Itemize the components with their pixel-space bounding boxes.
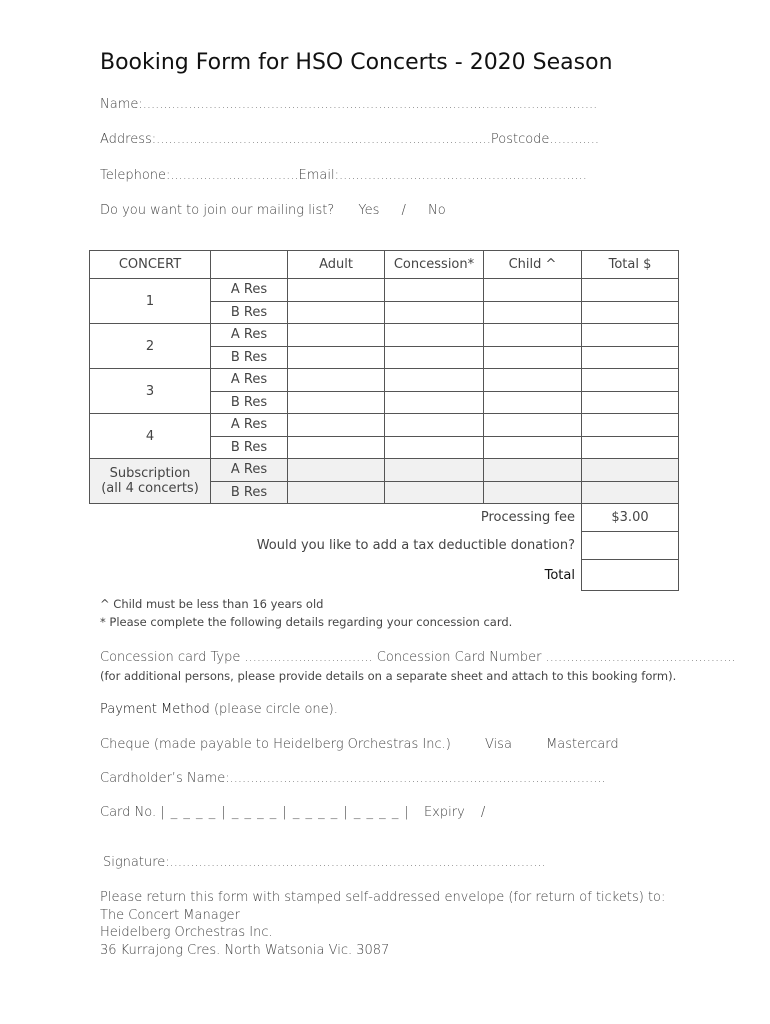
child-cell[interactable] — [484, 391, 582, 414]
return-line4: 36 Kurrajong Cres. North Watsonia Vic. 3087 — [100, 942, 390, 958]
payment-visa[interactable]: Visa — [484, 737, 512, 752]
adult-cell[interactable] — [288, 324, 385, 347]
concession-cell[interactable] — [385, 459, 484, 482]
telephone-label: Telephone: — [100, 168, 171, 183]
processing-fee-value: $3.00 — [582, 504, 679, 532]
table-row — [90, 369, 679, 392]
reserve-label: B Res — [211, 346, 288, 369]
reserve-label: A Res — [211, 459, 288, 482]
concession-cell[interactable] — [385, 279, 484, 302]
child-cell[interactable] — [484, 346, 582, 369]
card-no-boxes[interactable]: | _ _ _ _ | _ _ _ _ | _ _ _ _ | _ _ _ _ | — [160, 805, 410, 820]
reserve-label: A Res — [211, 324, 288, 347]
concession-cell[interactable] — [385, 346, 484, 369]
header-adult: Adult — [288, 251, 385, 279]
adult-cell[interactable] — [288, 436, 385, 459]
header-child: Child ^ — [484, 251, 582, 279]
cardholder-field[interactable] — [100, 771, 606, 786]
child-cell[interactable] — [484, 301, 582, 324]
child-cell[interactable] — [484, 481, 582, 504]
mailing-list-question — [100, 203, 446, 218]
payment-mastercard[interactable]: Mastercard — [546, 737, 619, 752]
concert-label: 2 — [90, 324, 211, 369]
return-line3: Heidelberg Orchestras Inc. — [100, 925, 273, 940]
header-total: Total $ — [582, 251, 679, 279]
total-cell[interactable] — [582, 436, 679, 459]
concession-note: * Please complete the following details regarding your concession card. — [100, 615, 513, 629]
name-label: Name: — [100, 97, 143, 112]
total-cell[interactable] — [582, 346, 679, 369]
table-row — [90, 324, 679, 347]
table-row — [90, 279, 679, 302]
total-cell[interactable] — [582, 279, 679, 302]
return-address-block — [100, 889, 665, 959]
total-cell[interactable] — [582, 391, 679, 414]
donation-question: Would you like to add a tax deductible donation? — [90, 532, 582, 560]
address-dots: ................................................................................. — [156, 132, 491, 147]
return-line1: Please return this form with stamped self-addressed envelope (for return of tickets) to: — [100, 890, 666, 905]
mailing-yes[interactable]: Yes — [358, 203, 380, 218]
postcode-label: Postcode — [490, 132, 550, 147]
concession-number-label: Concession Card Number — [376, 650, 542, 665]
adult-cell[interactable] — [288, 414, 385, 437]
table-row-subscription — [90, 459, 679, 482]
subscription-label — [90, 459, 211, 504]
donation-row — [90, 532, 679, 560]
processing-fee-row — [90, 504, 679, 532]
card-number-field[interactable] — [100, 805, 485, 820]
donation-cell[interactable] — [582, 532, 679, 560]
payment-options — [100, 737, 619, 752]
additional-persons-note: (for additional persons, please provide details on a separate sheet and attach to this booking form). — [100, 669, 677, 683]
concert-label: 1 — [90, 279, 211, 324]
name-field[interactable] — [100, 97, 597, 112]
mailing-question-text: Do you want to join our mailing list? — [100, 203, 335, 218]
email-label: Email: — [298, 168, 339, 183]
concession-cell[interactable] — [385, 391, 484, 414]
reserve-label: B Res — [211, 436, 288, 459]
total-cell[interactable] — [582, 481, 679, 504]
concession-cell[interactable] — [385, 369, 484, 392]
telephone-email-field[interactable] — [100, 168, 587, 183]
processing-fee-label: Processing fee — [90, 504, 582, 532]
subscription-line2: (all 4 concerts) — [101, 481, 199, 496]
table-header-row — [90, 251, 679, 279]
payment-method-heading — [100, 702, 338, 717]
child-note: ^ Child must be less than 16 years old — [100, 597, 324, 611]
signature-label: Signature: — [103, 855, 170, 870]
table-row — [90, 414, 679, 437]
child-cell[interactable] — [484, 369, 582, 392]
concession-type-label: Concession card Type — [100, 650, 241, 665]
child-cell[interactable] — [484, 436, 582, 459]
concert-label: 4 — [90, 414, 211, 459]
total-row — [90, 560, 679, 591]
concession-cell[interactable] — [385, 301, 484, 324]
grand-total-cell[interactable] — [582, 560, 679, 591]
expiry-label: Expiry — [423, 805, 465, 820]
subscription-line1: Subscription — [109, 466, 191, 481]
adult-cell[interactable] — [288, 481, 385, 504]
payment-cheque[interactable]: Cheque (made payable to Heidelberg Orchestras Inc.) — [100, 737, 451, 752]
total-cell[interactable] — [582, 459, 679, 482]
email-dots: ............................................................ — [338, 168, 587, 183]
reserve-label: B Res — [211, 301, 288, 324]
concession-cell[interactable] — [385, 414, 484, 437]
header-blank — [211, 251, 288, 279]
name-dots: .............................................................................................................. — [142, 97, 598, 112]
child-cell[interactable] — [484, 324, 582, 347]
expiry-slash[interactable]: / — [480, 805, 486, 820]
reserve-label: A Res — [211, 369, 288, 392]
payment-heading-note: (please circle one). — [213, 702, 338, 717]
reserve-label: B Res — [211, 391, 288, 414]
page-title: Booking Form for HSO Concerts - 2020 Season — [100, 50, 613, 75]
payment-heading: Payment Method — [100, 702, 210, 717]
total-cell[interactable] — [582, 301, 679, 324]
card-no-label: Card No. — [100, 805, 157, 820]
reserve-label: B Res — [211, 481, 288, 504]
return-line2: The Concert Manager — [100, 907, 240, 923]
concession-cell[interactable] — [385, 481, 484, 504]
adult-cell[interactable] — [288, 346, 385, 369]
signature-field[interactable] — [103, 855, 546, 870]
concession-card-line[interactable] — [100, 650, 736, 665]
postcode-dots: ............ — [549, 132, 600, 147]
reserve-label: A Res — [211, 414, 288, 437]
concession-type-dots: ............................... — [244, 650, 373, 665]
concession-cell[interactable] — [385, 436, 484, 459]
cardholder-label: Cardholder’s Name: — [100, 771, 230, 786]
total-cell[interactable] — [582, 324, 679, 347]
adult-cell[interactable] — [288, 391, 385, 414]
reserve-label: A Res — [211, 279, 288, 302]
cardholder-dots: ........................................................................................... — [229, 771, 606, 786]
booking-table — [89, 250, 679, 591]
header-concert: CONCERT — [90, 251, 211, 279]
concession-cell[interactable] — [385, 324, 484, 347]
adult-cell[interactable] — [288, 459, 385, 482]
address-field[interactable] — [100, 132, 599, 147]
total-label: Total — [90, 560, 582, 591]
signature-dots: ........................................................................................... — [169, 855, 546, 870]
adult-cell[interactable] — [288, 301, 385, 324]
child-cell[interactable] — [484, 279, 582, 302]
telephone-dots: ............................... — [170, 168, 299, 183]
concession-number-dots: .............................................. — [545, 650, 736, 665]
total-cell[interactable] — [582, 414, 679, 437]
address-label: Address: — [100, 132, 157, 147]
concert-label: 3 — [90, 369, 211, 414]
total-cell[interactable] — [582, 369, 679, 392]
header-concession: Concession* — [385, 251, 484, 279]
child-cell[interactable] — [484, 459, 582, 482]
mailing-no[interactable]: No — [428, 203, 446, 218]
mailing-slash: / — [401, 203, 406, 218]
adult-cell[interactable] — [288, 369, 385, 392]
child-cell[interactable] — [484, 414, 582, 437]
adult-cell[interactable] — [288, 279, 385, 302]
